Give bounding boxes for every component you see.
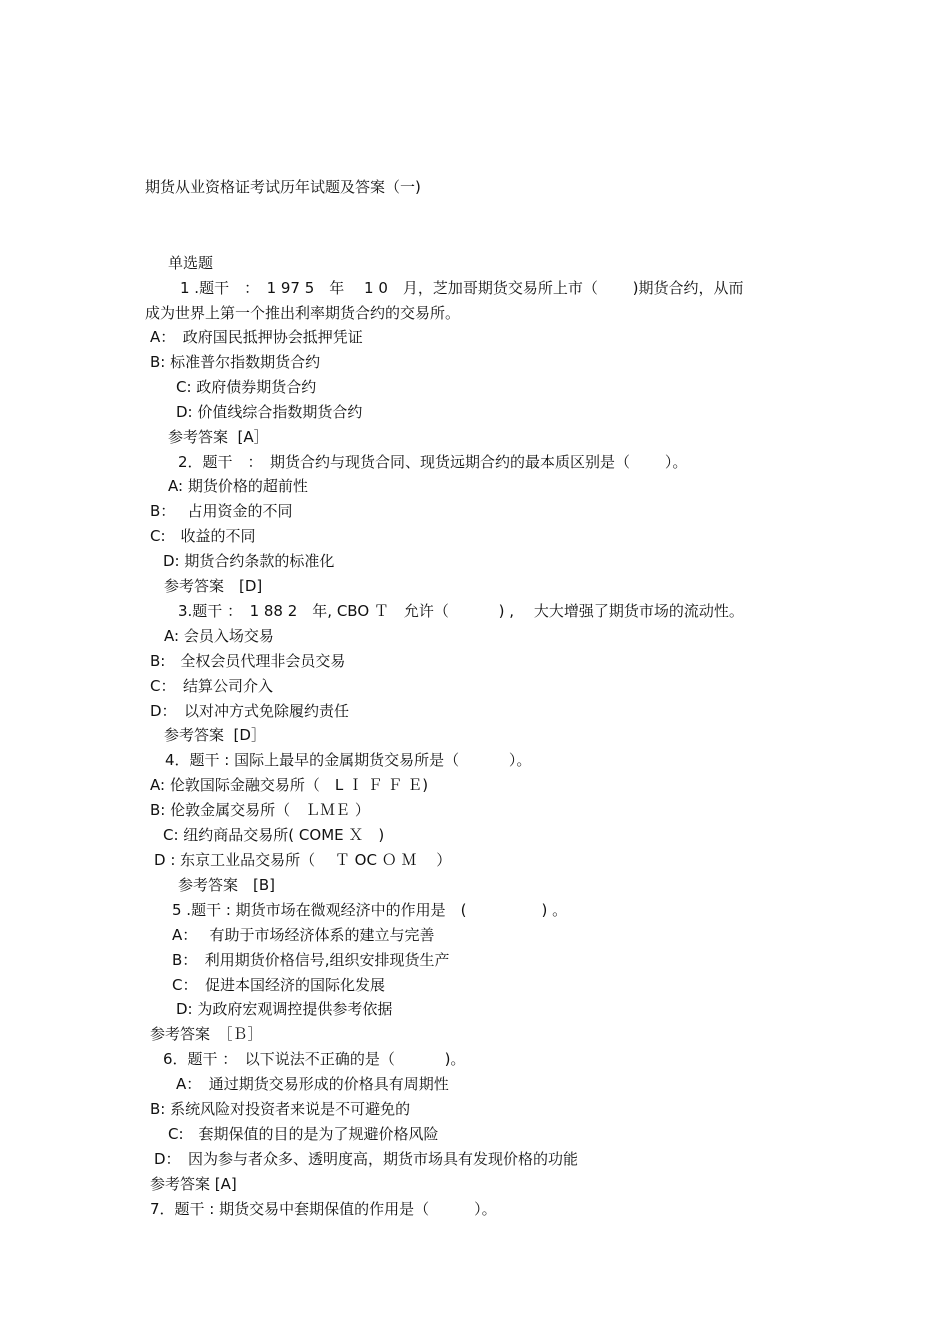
question-6-option-c: C: 套期保值的目的是为了规避价格风险 — [168, 1125, 439, 1143]
question-2-option-a: A: 期货价格的超前性 — [168, 477, 308, 495]
question-4-option-d: D : 东京工业品交易所（ Ｔ OC Ｏ Ｍ ） — [154, 851, 452, 869]
question-1-stem-cont: 成为世界上第一个推出利率期货合约的交易所。 — [145, 304, 461, 322]
question-6-stem: 6．题干 ： 以下说法不正确的是（ )。 — [163, 1050, 466, 1068]
document-title: 期货从业资格证考试历年试题及答案（一) — [145, 178, 421, 196]
question-4-option-b: B: 伦敦金属交易所（ ＬＭＥ ） — [150, 801, 370, 819]
question-1-option-d: D: 价值线综合指数期货合约 — [176, 403, 363, 421]
question-3-answer: 参考答案 [D］ — [164, 726, 266, 744]
question-2-option-c: C: 收益的不同 — [150, 527, 256, 545]
question-2-option-d: D: 期货合约条款的标准化 — [163, 552, 335, 570]
question-4-answer: 参考答案 [B] — [178, 876, 275, 894]
question-4-option-c: C: 纽约商品交易所( COME Ｘ ) — [163, 826, 385, 844]
question-5-option-a: A： 有助于市场经济体系的建立与完善 — [172, 926, 435, 944]
question-1-option-b: B: 标准普尔指数期货合约 — [150, 353, 321, 371]
question-4-stem: 4．题干 : 国际上最早的金属期货交易所是（ ）。 — [165, 751, 532, 769]
question-5-stem: 5 .题干 : 期货市场在微观经济中的作用是 ( ) 。 — [172, 901, 568, 919]
question-1-option-a: A： 政府国民抵押协会抵押凭证 — [150, 328, 363, 346]
question-3-stem: 3.题干 ： 1 88 2 年, CBO Ｔ 允许（ ) , 大大增强了期货市场的流动性。 — [178, 602, 744, 620]
question-3-option-d: D： 以对冲方式免除履约责任 — [150, 702, 350, 720]
question-2-stem: 2．题干 ： 期货合约与现货合同、现货远期合约的最本质区别是（ ）。 — [178, 453, 688, 471]
question-1-option-c: C: 政府债券期货合约 — [176, 378, 317, 396]
question-2-option-b: B： 占用资金的不同 — [150, 502, 293, 520]
question-1-answer: 参考答案 [A］ — [168, 428, 269, 446]
question-2-answer: 参考答案 [D] — [164, 577, 263, 595]
question-4-option-a: A: 伦敦国际金融交易所（ L Ｉ Ｆ Ｆ Ｅ) — [150, 776, 429, 794]
question-7-stem: 7．题干 : 期货交易中套期保值的作用是（ ）。 — [150, 1200, 497, 1218]
section-heading: 单选题 — [168, 254, 214, 272]
question-5-answer: 参考答案 ［Ｂ］ — [150, 1025, 263, 1043]
question-5-option-c: C： 促进本国经济的国际化发展 — [172, 976, 385, 994]
question-5-option-b: B： 利用期货价格信号,组织安排现货生产 — [172, 951, 450, 969]
question-6-option-b: B: 系统风险对投资者来说是不可避免的 — [150, 1100, 411, 1118]
question-5-option-d: D: 为政府宏观调控提供参考依据 — [176, 1000, 393, 1018]
question-1-stem: 1 .题干 ： 1 97 5 年 1 0 月，芝加哥期货交易所上市（ )期货合约，从而 — [180, 279, 744, 297]
question-6-answer: 参考答案 [A] — [150, 1175, 237, 1193]
question-6-option-d: D： 因为参与者众多、透明度高，期货市场具有发现价格的功能 — [154, 1150, 579, 1168]
question-3-option-c: C： 结算公司介入 — [150, 677, 273, 695]
question-6-option-a: A： 通过期货交易形成的价格具有周期性 — [176, 1075, 449, 1093]
question-3-option-b: B: 全权会员代理非会员交易 — [150, 652, 346, 670]
question-3-option-a: A: 会员入场交易 — [164, 627, 274, 645]
